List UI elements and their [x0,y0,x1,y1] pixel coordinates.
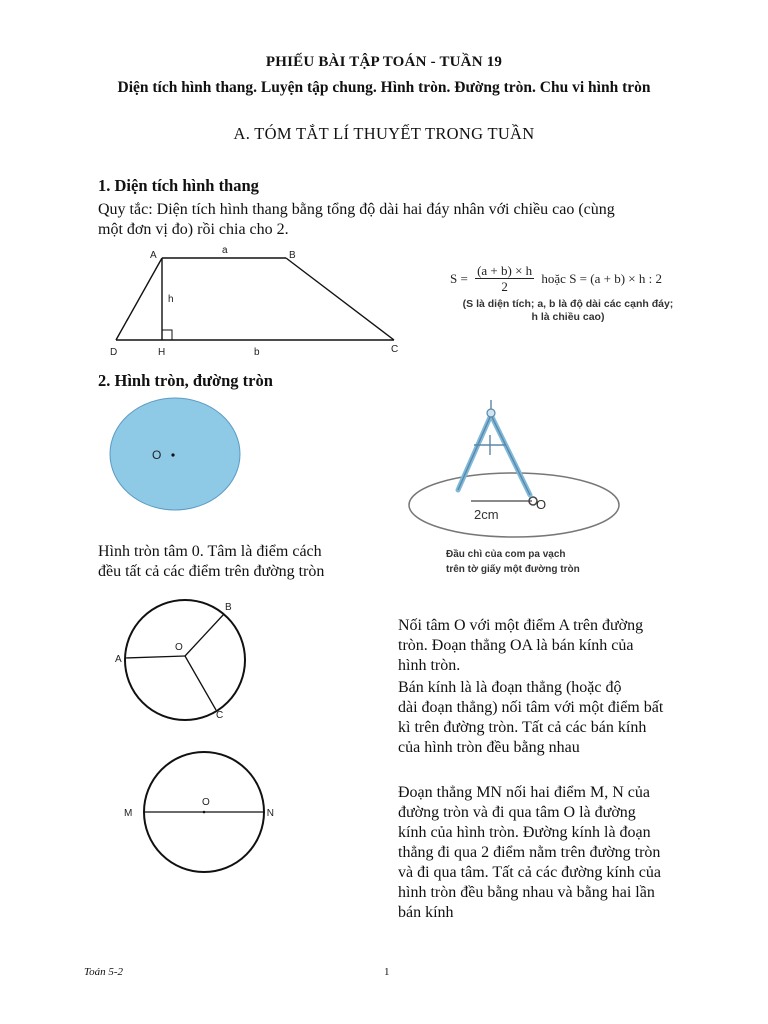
trapezoid-figure [104,242,410,364]
diameter-text-line: hình tròn đều bằng nhau và bằng hai lần [398,884,655,901]
radius-label-b: B [225,602,232,613]
radius-text-1-line: Nối tâm O với một điểm A trên đường [398,617,644,634]
right-angle-mark [162,330,172,340]
radius-label-a: A [115,654,122,665]
formula-note-line-2: h là chiều cao) [531,311,605,323]
compass-caption-line-2: trên tờ giấy một đường tròn [446,564,580,575]
page-subtitle: Diện tích hình thang. Luyện tập chung. Hình tròn. Đường tròn. Chu vi hình tròn [117,79,651,96]
formula-denominator: 2 [501,279,508,294]
formula-numerator: (a + b) × h [477,263,533,278]
radius-text-1-line: hình tròn. [398,657,461,674]
center-dot [171,453,174,456]
center-label: O [152,448,162,462]
radius-text-2 [398,678,663,758]
diameter-text-line: bán kính [398,904,454,921]
radius-text-2-line: kì trên đường tròn. Tất cả các bán kính [398,719,647,736]
diameter-label-o: O [202,797,210,808]
heading-trapezoid-area: 1. Diện tích hình thang [98,176,259,195]
formula-or: hoặc S = (a + b) × h : 2 [541,270,662,286]
diameter-text-line: và đi qua tâm. Tất cả các đường kính của [398,864,661,881]
formula-block [450,263,662,294]
diameter-text-line: đường tròn và đi qua tâm O là đường [398,804,636,821]
label-a-base: a [222,245,228,256]
diameter-text-line: thẳng đi qua 2 điểm nằm trên đường tròn [398,844,661,861]
label-b-base: b [254,347,260,358]
section-heading: A. TÓM TẮT LÍ THUYẾT TRONG TUẦN [233,124,535,143]
compass-drawn-circle [409,473,619,537]
rule-line-2: một đơn vị đo) rồi chia cho 2. [98,221,289,238]
compass-radius-label: 2cm [474,507,499,522]
page-number: 1 [384,966,390,978]
diameter-text-line: kính của hình tròn. Đường kính là đoạn [398,824,651,841]
formula-s-eq: S = [450,270,468,286]
radius-circle-figure [108,594,258,729]
compass-caption [446,547,580,577]
filled-circle-figure [100,392,250,517]
heading-circle: 2. Hình tròn, đường tròn [98,371,273,390]
formula-note [418,298,718,324]
compass-icon [458,415,530,495]
side-bc-line [286,258,394,340]
blue-circle [110,398,240,510]
compass-figure [396,395,626,540]
compass-caption-line-1: Đầu chì của com pa vạch [446,549,566,560]
footer-label: Toán 5-2 [84,966,124,978]
label-b-vertex: B [289,250,296,261]
radius-text-1-line: tròn. Đoạn thẳng OA là bán kính của [398,637,634,654]
diameter-label-n: N [266,808,274,819]
radius-text-1 [398,616,643,676]
radius-text-2-line: của hình tròn đều bằng nhau [398,739,580,756]
side-da-line [116,258,162,340]
label-h-foot: H [158,347,166,358]
rule-line-1: Quy tắc: Diện tích hình thang bằng tổng độ dài hai đáy nhân với chiều cao (cùng [98,201,615,218]
circle-caption-line-1: Hình tròn tâm 0. Tâm là điểm cách [98,543,322,560]
page-title: PHIẾU BÀI TẬP TOÁN - TUẦN 19 [265,54,503,70]
diameter-label-m: M [124,808,133,819]
radius-circle [125,600,245,720]
label-d-vertex: D [110,347,118,358]
radius-text-2-line: dài đoạn thẳng) nối tâm với một điểm bất [398,699,664,716]
label-h-height: h [168,294,174,305]
diameter-text-line: Đoạn thẳng MN nối hai điểm M, N của [398,784,650,801]
circle-caption [98,542,324,582]
label-a-vertex: A [150,250,157,261]
formula-note-line-1: (S là diện tích; a, b là độ dài các cạnh đáy; [462,298,674,310]
diameter-circle-figure [116,746,276,886]
radius-oa-line [125,656,185,658]
radius-label-o: O [175,642,183,653]
formula-fraction [475,263,534,294]
radius-text-2-line: Bán kính là là đoạn thẳng (hoặc độ [398,679,622,696]
compass-center-label: O [536,497,547,512]
compass-hinge [487,409,495,417]
diameter-text [398,783,661,923]
circle-caption-line-2: đều tất cả các điểm trên đường tròn [98,563,325,580]
radius-ob-line [185,614,224,656]
diameter-center-dot [203,811,206,814]
label-c-vertex: C [391,344,399,355]
radius-oc-line [185,656,216,710]
radius-label-c: C [216,710,224,721]
